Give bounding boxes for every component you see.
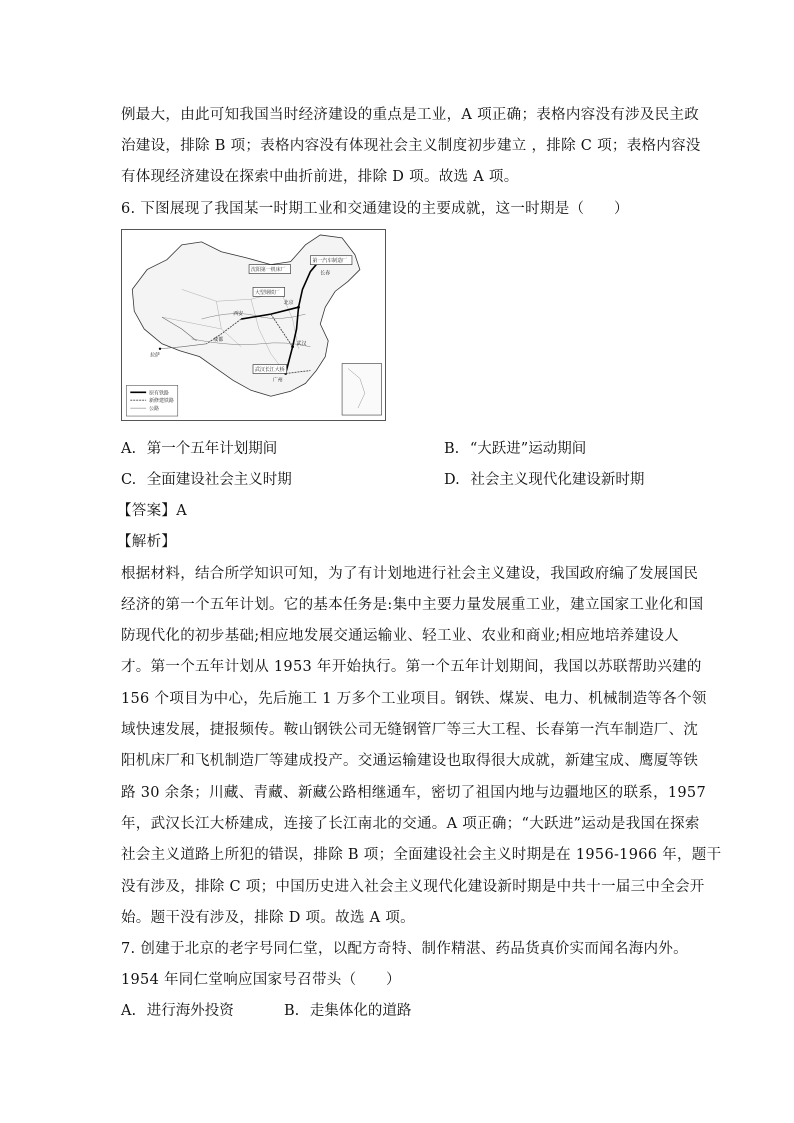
shenyang-label: 沈阳第一机床厂 bbox=[251, 267, 286, 274]
q7-option-b-text: 走集体化的道路 bbox=[309, 1003, 412, 1019]
south-sea-inset bbox=[342, 364, 382, 415]
lhasa-dot bbox=[159, 348, 161, 350]
analysis-line-12: 始。题干没有涉及，排除 D 项。故选 A 项。 bbox=[121, 910, 415, 926]
analysis-title: 【解析】 bbox=[117, 534, 177, 550]
analysis-line-5: 156 个项目为中心，先后施工 1 万多个工业项目。钢铁、煤炭、电力、机械制造等各个领 bbox=[121, 691, 707, 707]
q7-option-a-label: A. bbox=[121, 1003, 137, 1019]
question-6-stem: 6. 下图展现了我国某一时期工业和交通建设的主要成就，这一时期是（ ） bbox=[121, 201, 629, 217]
q7-option-a-text: 进行海外投资 bbox=[146, 1003, 234, 1019]
analysis-line-1: 根据材料，结合所学知识可知，为了有计划地进行社会主义建设，我国政府编了发展国民 bbox=[121, 566, 699, 582]
option-a[interactable] bbox=[121, 437, 277, 458]
legend-existing-rail: 原有铁路 bbox=[149, 390, 169, 397]
option-c-label: C. bbox=[121, 472, 137, 488]
answer-line: 【答案】A bbox=[117, 503, 187, 519]
q7-option-b[interactable] bbox=[284, 999, 411, 1020]
beijing-dot bbox=[297, 306, 300, 309]
option-a-text: 第一个五年计划期间 bbox=[146, 441, 278, 457]
china-map-svg bbox=[122, 230, 385, 420]
analysis-line-9: 年，武汉长江大桥建成，连接了长江南北的交通。A 项正确；“大跃进”运动是我国在探索 bbox=[121, 816, 700, 832]
changchun-label: 长春 bbox=[320, 270, 331, 277]
option-a-label: A. bbox=[121, 441, 137, 457]
question-7-stem-2: 1954 年同仁堂响应国家号召带头（ ） bbox=[121, 972, 401, 988]
wuhan-label: 武汉 bbox=[296, 340, 307, 347]
analysis-line-3: 防现代化的初步基础;相应地发展交通运输业、轻工业、农业和商业;相应地培养建设人 bbox=[121, 628, 679, 644]
analysis-line-10: 社会主义道路上所犯的错误，排除 B 项；全面建设社会主义时期是在 1956-1966 年，题干 bbox=[121, 847, 722, 863]
legend-new-rail: 新修建铁路 bbox=[149, 398, 174, 405]
option-c[interactable] bbox=[121, 468, 292, 489]
beijing-label: 北京 bbox=[283, 300, 294, 307]
option-d-label: D. bbox=[444, 472, 460, 488]
analysis-line-6: 域快速发展，捷报频传。鞍山钢铁公司无缝钢管厂等三大工程、长春第一汽车制造厂、沈 bbox=[121, 722, 699, 738]
analysis-line-2: 经济的第一个五年计划。它的基本任务是:集中主要力量发展重工业，建立国家工业化和国 bbox=[121, 597, 704, 613]
intro-line-1: 例最大，由此可知我国当时经济建设的重点是工业，A 项正确；表格内容没有涉及民主政 bbox=[121, 107, 700, 123]
option-d-text: 社会主义现代化建设新时期 bbox=[470, 472, 645, 488]
analysis-line-4: 才。第一个五年计划从 1953 年开始执行。第一个五年计划期间，我国以苏联帮助兴建的 bbox=[121, 659, 702, 675]
xian-label: 西安 bbox=[233, 311, 244, 318]
q7-option-b-label: B. bbox=[284, 1003, 300, 1019]
option-d[interactable] bbox=[444, 468, 644, 489]
lhasa-label: 拉萨 bbox=[150, 352, 160, 359]
anshan-label: 大型钢铁厂 bbox=[254, 289, 280, 296]
option-b-label: B. bbox=[444, 441, 460, 457]
analysis-line-11: 没有涉及，排除 C 项；中国历史进入社会主义现代化建设新时期是中共十一届三中全会开 bbox=[121, 879, 705, 895]
option-b[interactable] bbox=[444, 437, 586, 458]
question-7-stem-1: 7. 创建于北京的老字号同仁堂，以配方奇特、制作精湛、药品货真价实而闻名海内外。 bbox=[121, 941, 688, 957]
legend-highway: 公路 bbox=[149, 406, 159, 413]
analysis-line-8: 路 30 余条；川藏、青藏、新藏公路相继通车，密切了祖国内地与边疆地区的联系，1957 bbox=[121, 785, 706, 801]
q7-option-a[interactable] bbox=[121, 999, 234, 1020]
option-c-text: 全面建设社会主义时期 bbox=[146, 472, 292, 488]
guangzhou-label: 广州 bbox=[272, 377, 283, 384]
intro-line-3: 有体现经济建设在探索中曲折前进，排除 D 项。故选 A 项。 bbox=[121, 169, 519, 185]
option-b-text: “大跃进”运动期间 bbox=[469, 441, 587, 457]
intro-line-2: 治建设，排除 B 项；表格内容没有体现社会主义制度初步建立 ，排除 C 项；表格内容没 bbox=[121, 138, 701, 154]
wuhan-dot bbox=[291, 345, 294, 348]
changchun-auto-label: 第一汽车制造厂 bbox=[312, 258, 347, 265]
analysis-line-7: 阳机床厂和飞机制造厂等建成投产。交通运输建设也取得很大成就，新建宝成、鹰厦等铁 bbox=[121, 753, 699, 769]
chengdu-label: 成都 bbox=[213, 336, 224, 343]
china-map-figure bbox=[121, 229, 386, 421]
bridge-label: 武汉长江大桥 bbox=[254, 367, 285, 374]
